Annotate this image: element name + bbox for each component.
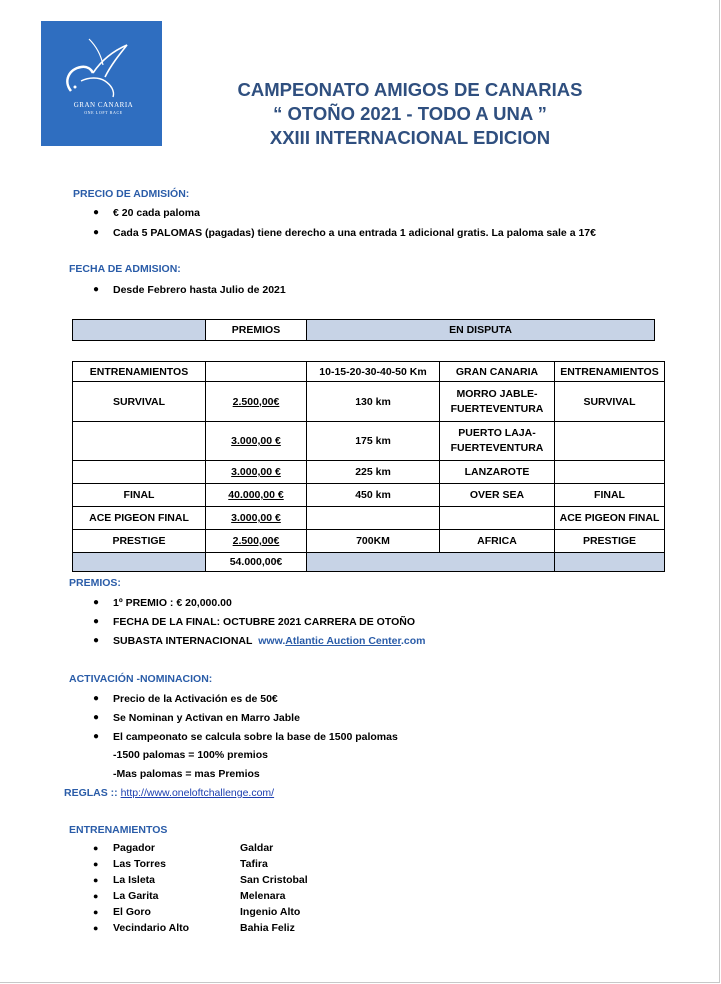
table-cell: 175 km xyxy=(307,422,440,461)
list-item: Ingenio Alto xyxy=(240,906,301,918)
table-cell: 130 km xyxy=(307,382,440,422)
table-row xyxy=(73,382,665,422)
bullet-icon: ● xyxy=(93,597,100,608)
list-item: Melenara xyxy=(240,890,286,902)
entrenamientos-heading: ENTRENAMIENTOS xyxy=(69,824,168,836)
premios-item-2: ● FECHA DE LA FINAL: OCTUBRE 2021 CARRERA DE OTOÑO xyxy=(93,616,415,628)
table-cell: SURVIVAL xyxy=(555,382,665,422)
table-cell xyxy=(440,507,555,530)
bullet-icon: ● xyxy=(93,907,99,917)
table-cell: 450 km xyxy=(307,484,440,507)
table-cell xyxy=(307,507,440,530)
table-cell: FINAL xyxy=(555,484,665,507)
table-cell: SURVIVAL xyxy=(73,382,206,422)
bullet-icon: ● xyxy=(93,284,100,295)
list-item: ● La Isleta xyxy=(93,874,156,886)
title-line-3: XXIII INTERNACIONAL EDICION xyxy=(269,127,551,148)
table-cell xyxy=(555,461,665,484)
table-header-row xyxy=(73,362,665,382)
table-cell: 225 km xyxy=(307,461,440,484)
table-head-cell: ENTRENAMIENTOS xyxy=(73,362,206,382)
table-cell: FINAL xyxy=(73,484,206,507)
activacion-sub-2: -Mas palomas = mas Premios xyxy=(113,768,260,780)
total-shade-cell xyxy=(73,553,206,572)
table-row xyxy=(73,530,665,553)
list-item: ● El Goro xyxy=(93,906,151,918)
bullet-icon: ● xyxy=(93,227,100,238)
list-item: ● La Garita xyxy=(93,890,159,902)
table-cell: 2.500,00€ xyxy=(206,530,307,553)
total-shade-cell xyxy=(307,553,555,572)
list-item: Tafira xyxy=(240,858,268,870)
table-cell: OVER SEA xyxy=(440,484,555,507)
table-head-cell: GRAN CANARIA xyxy=(440,362,555,382)
bullet-icon: ● xyxy=(93,731,100,742)
admision-item-1: ● € 20 cada paloma xyxy=(93,207,200,219)
prizes-table xyxy=(72,361,665,572)
title-line-2: “ OTOÑO 2021 - TODO A UNA ” xyxy=(273,103,547,124)
premios-item-subasta: ● SUBASTA INTERNACIONAL www.Atlantic Auction Center.com xyxy=(93,635,426,647)
table-cell xyxy=(555,422,665,461)
title-line-1: CAMPEONATO AMIGOS DE CANARIAS xyxy=(237,79,583,100)
table-head-cell: 10-15-20-30-40-50 Km xyxy=(307,362,440,382)
table-cell: MORRO JABLE- FUERTEVENTURA xyxy=(440,382,555,422)
table-cell: PRESTIGE xyxy=(73,530,206,553)
premios-heading: PREMIOS: xyxy=(69,577,121,589)
page-title xyxy=(200,78,620,150)
table-head-cell xyxy=(206,362,307,382)
table-head-cell: ENTRENAMIENTOS xyxy=(555,362,665,382)
admision-heading: PRECIO DE ADMISIÓN: xyxy=(73,188,190,200)
reglas-link[interactable]: http://www.oneloftchallenge.com/ xyxy=(120,787,275,799)
bullet-icon: ● xyxy=(93,923,99,933)
list-item: ● Las Torres xyxy=(93,858,166,870)
total-shade-cell xyxy=(555,553,665,572)
table-row xyxy=(73,461,665,484)
table-cell: 3.000,00 € xyxy=(206,507,307,530)
list-item: Galdar xyxy=(240,842,274,854)
table-cell: ACE PIGEON FINAL xyxy=(555,507,665,530)
header-disputa: EN DISPUTA xyxy=(307,320,655,341)
entrenamientos-col1 xyxy=(93,840,190,936)
table-cell: 3.000,00 € xyxy=(206,461,307,484)
entrenamientos-col2 xyxy=(240,840,308,936)
bullet-icon: ● xyxy=(93,635,100,646)
activacion-sub-1: -1500 palomas = 100% premios xyxy=(113,749,268,761)
bullet-icon: ● xyxy=(93,843,99,853)
fecha-item-1: ● Desde Febrero hasta Julio de 2021 xyxy=(93,284,286,296)
table-row xyxy=(73,484,665,507)
activacion-item-3: ● El campeonato se calcula sobre la base de 1500 palomas xyxy=(93,731,398,743)
bullet-icon: ● xyxy=(93,693,100,704)
list-item: San Cristobal xyxy=(240,874,308,886)
list-item: Bahia Feliz xyxy=(240,922,295,934)
header-shade-cell xyxy=(73,320,206,341)
bullet-icon: ● xyxy=(93,712,100,723)
table-cell: 2.500,00€ xyxy=(206,382,307,422)
table-cell: 700KM xyxy=(307,530,440,553)
table-cell: PUERTO LAJA- FUERTEVENTURA xyxy=(440,422,555,461)
pigeon-logo-icon xyxy=(41,21,162,146)
logo-text-main: GRAN CANARIA xyxy=(73,101,134,109)
premios-header-table xyxy=(72,319,655,341)
total-cell: 54.000,00€ xyxy=(206,553,307,572)
table-row xyxy=(73,422,665,461)
table-cell: LANZAROTE xyxy=(440,461,555,484)
table-cell xyxy=(73,461,206,484)
header-premios: PREMIOS xyxy=(206,320,307,341)
bullet-icon: ● xyxy=(93,859,99,869)
bullet-icon: ● xyxy=(93,875,99,885)
reglas-line: REGLAS :: http://www.oneloftchallenge.com/ xyxy=(64,787,275,799)
activacion-heading: ACTIVACIÓN -NOMINACION: xyxy=(69,673,213,685)
table-cell: ACE PIGEON FINAL xyxy=(73,507,206,530)
table-row xyxy=(73,507,665,530)
bullet-icon: ● xyxy=(93,207,100,218)
list-item: ● Vecindario Alto xyxy=(93,922,190,934)
bullet-icon: ● xyxy=(93,891,99,901)
admision-item-2: ● Cada 5 PALOMAS (pagadas) tiene derecho a una entrada 1 adicional gratis. La paloma sale a 17€ xyxy=(93,227,596,239)
subasta-link[interactable]: www.Atlantic Auction Center.com xyxy=(258,635,426,647)
activacion-item-1: ● Precio de la Activación es de 50€ xyxy=(93,693,278,705)
premios-item-1: ● 1º PREMIO : € 20,000.00 xyxy=(93,597,232,609)
table-cell xyxy=(73,422,206,461)
bullet-icon: ● xyxy=(93,616,100,627)
table-total-row xyxy=(73,553,665,572)
table-cell: PRESTIGE xyxy=(555,530,665,553)
logo xyxy=(41,21,162,146)
table-cell: 3.000,00 € xyxy=(206,422,307,461)
table-cell: AFRICA xyxy=(440,530,555,553)
list-item: ● Pagador xyxy=(93,842,156,854)
table-cell: 40.000,00 € xyxy=(206,484,307,507)
activacion-item-2: ● Se Nominan y Activan en Marro Jable xyxy=(93,712,300,724)
logo-text-sub: ONE LOFT RACE xyxy=(84,110,123,115)
fecha-heading: FECHA DE ADMISION: xyxy=(69,263,181,275)
